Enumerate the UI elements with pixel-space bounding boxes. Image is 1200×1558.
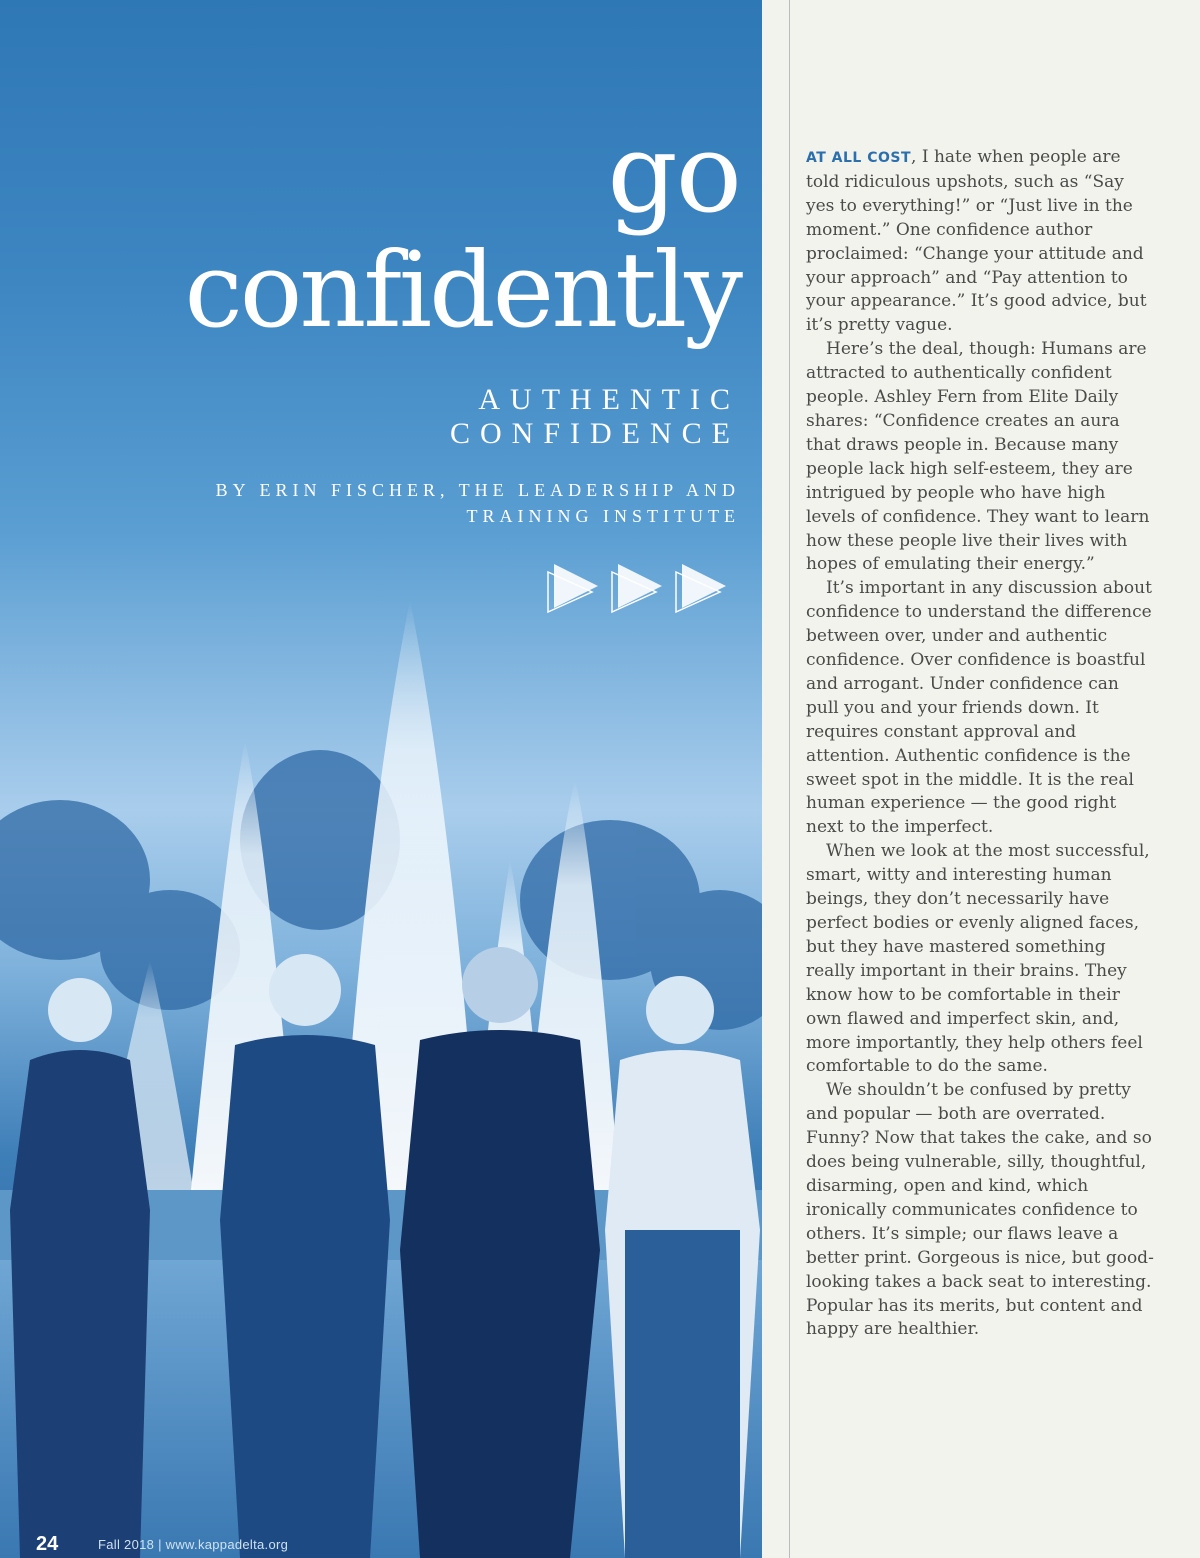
article-paragraph-5: We shouldn’t be confused by pretty and popular — both are overrated. Funny? Now that takes the cake, and so does being vulnerable, silly, thoughtful, disarming, open and kind, which ironically communicates confidence to others. It’s simple; our flaws leave a better print. Gorgeous is nice, but good-looking takes a back seat to interesting. Popular has its merits, but content and happy are healthier. — [806, 1080, 1154, 1340]
title-line-2: confidently — [184, 229, 740, 351]
subtitle: AUTHENTIC CONFIDENCE — [449, 383, 740, 450]
lead-in: AT ALL COST — [806, 150, 912, 166]
column-divider — [789, 0, 790, 1558]
title-line-1: go — [607, 109, 740, 237]
article-paragraph-1: AT ALL COST, I hate when people are told ridiculous upshots, such as “Say yes to everything!” or “Just live in the moment.” One confidence author proclaimed: “Change your attitude and your approach” and “Pay attention to your appearance.” It’s good advice, but it’s pretty vague. — [806, 147, 1147, 336]
gutter — [762, 0, 789, 1558]
byline: BY ERIN FISCHER, THE LEADERSHIP AND TRAINING INSTITUTE — [215, 480, 740, 526]
issue-footer: Fall 2018 | www.kappadelta.org — [98, 1537, 289, 1552]
article-body — [806, 146, 1156, 1342]
article-paragraph-3: It’s important in any discussion about confidence to understand the difference between over, under and authentic confidence. Over confidence is boastful and arrogant. Under confidence can pull you and your friends down. It requires constant approval and attention. Authentic confidence is the sweet spot in the middle. It is the real human experience — the good right next to the imperfect. — [806, 578, 1152, 838]
article-paragraph-4: When we look at the most successful, smart, witty and interesting human beings, they don’t necessarily have perfect bodies or evenly aligned faces, but they have mastered something really important in their brains. They know how to be comfortable in their own flawed and imperfect skin, and, more importantly, they help others feel comfortable to do the same. — [806, 841, 1150, 1077]
triple-play-arrows-icon — [540, 560, 740, 616]
article-paragraph-2: Here’s the deal, though: Humans are attracted to authentically confident people. Ashley Fern from Elite Daily shares: “Confidence creates an aura that draws people in. Because many people lack high self-esteem, they are intrigued by people who have high levels of confidence. They want to learn how these people live their lives with hopes of emulating their energy.” — [806, 339, 1150, 575]
page-number: 24 — [36, 1533, 59, 1555]
